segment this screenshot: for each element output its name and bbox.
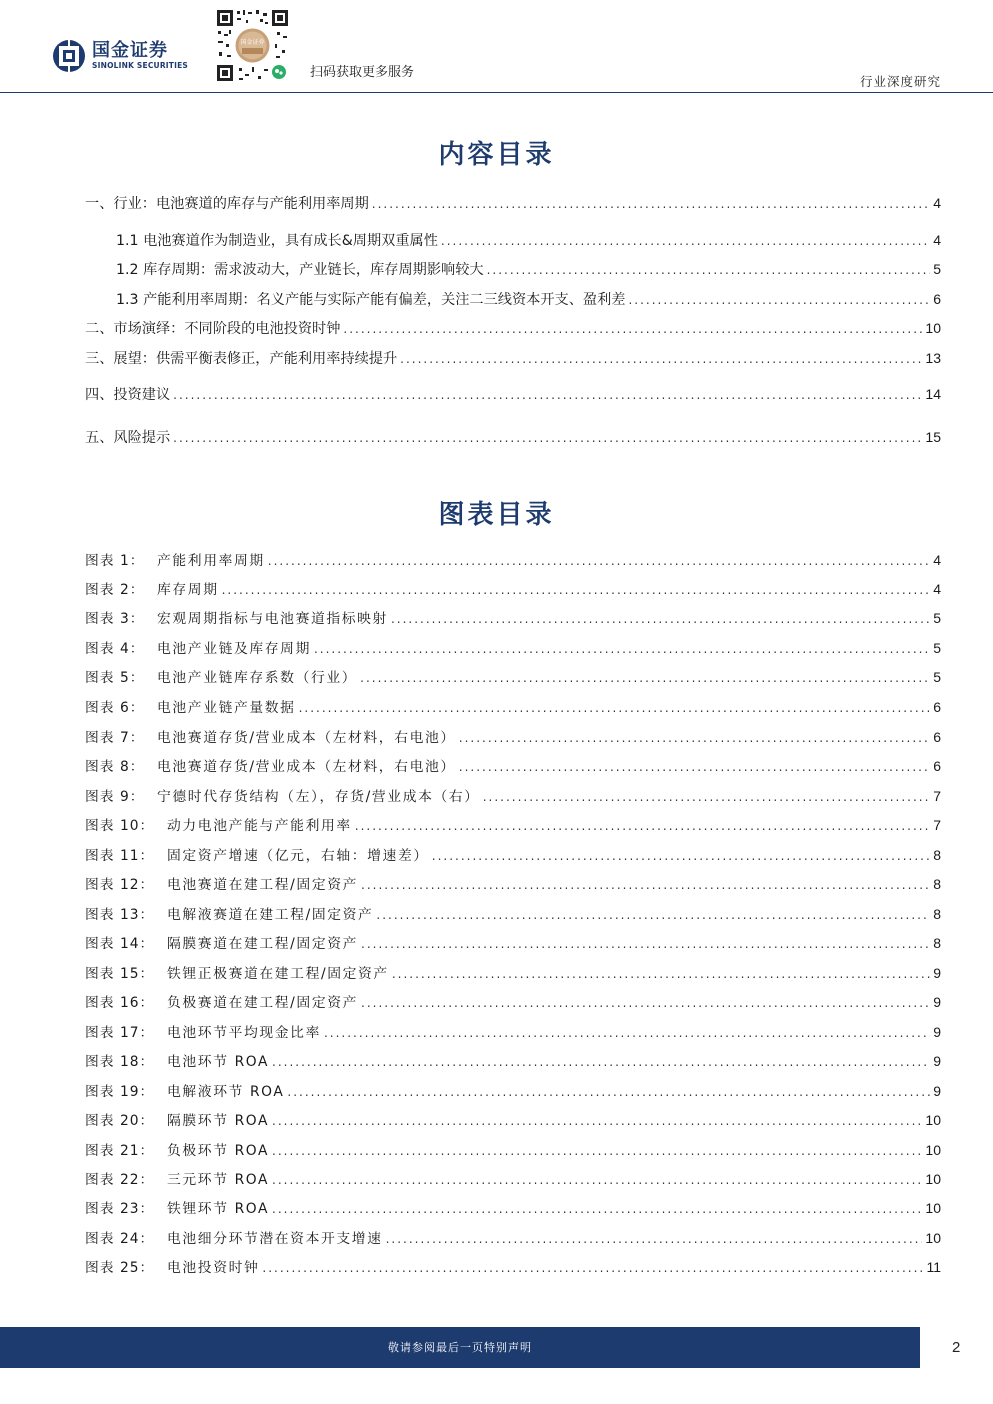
figure-entry[interactable] [85,637,941,657]
toc-leader-dots [483,790,931,804]
brand-name-en: SINOLINK SECURITIES [92,61,189,70]
figure-entry-number: 图表 22： [85,1172,155,1188]
figure-entry-number: 图表 4： [85,641,145,657]
figure-entry-page: 10 [925,1171,941,1187]
toc-entry-page: 6 [933,291,941,307]
figure-entry-title: 电解液环节 ROA [167,1084,285,1100]
figure-entry-number: 图表 3： [85,611,145,627]
figure-entry[interactable] [85,1109,941,1129]
figure-entry-number: 图表 16： [85,995,155,1011]
toc-leader-dots [459,731,930,745]
page-number: 2 [952,1339,961,1356]
toc-entry[interactable] [116,289,941,309]
figure-entry-page: 8 [933,847,941,863]
figure-entry-page: 8 [933,906,941,922]
toc-entry[interactable] [85,348,941,368]
toc-entry-page: 15 [925,429,941,445]
figure-entry-title: 电池产业链产量数据 [157,700,296,716]
toc-entry-label: 一、行业：电池赛道的库存与产能利用率周期 [85,196,369,212]
brand-name-cn: 国金证券 [92,40,168,61]
toc-leader-dots [400,352,922,366]
figure-entry[interactable] [85,1197,941,1217]
figure-entry[interactable] [85,755,941,775]
figure-entry[interactable] [85,578,941,598]
figure-entry-title: 电池赛道存货/营业成本（左材料，右电池） [157,759,456,775]
figure-entry-page: 7 [933,817,941,833]
figure-entry[interactable] [85,932,941,952]
figure-entry-number: 图表 21： [85,1143,155,1159]
toc-entry[interactable] [116,230,941,250]
toc-title: 内容目录 [438,140,555,170]
figure-entry-page: 6 [933,699,941,715]
figure-entry[interactable] [85,1139,941,1159]
figure-entry-title: 三元环节 ROA [167,1172,270,1188]
figure-entry-number: 图表 14： [85,936,155,952]
figure-entry-number: 图表 17： [85,1025,155,1041]
report-type-label: 行业深度研究 [859,74,941,89]
figure-entry[interactable] [85,549,941,569]
figure-entry-title: 固定资产增速（亿元，右轴：增速差） [167,848,429,864]
toc-leader-dots [361,878,930,892]
figure-entry-number: 图表 5： [85,670,145,686]
toc-leader-dots [173,431,922,445]
figure-entry-title: 电池环节 ROA [167,1054,270,1070]
toc-leader-dots [343,322,922,336]
toc-leader-dots [361,996,930,1010]
sinolink-logo-icon [52,39,86,73]
figure-entry-number: 图表 23： [85,1201,155,1217]
toc-entry-page: 14 [925,386,941,402]
figure-entry-page: 9 [933,994,941,1010]
toc-leader-dots [386,1232,923,1246]
figure-entry[interactable] [85,814,941,834]
toc-leader-dots [287,1085,930,1099]
toc-leader-dots [299,701,931,715]
figure-entry-number: 图表 13： [85,907,155,923]
figure-entry-number: 图表 24： [85,1231,155,1247]
toc-entry[interactable] [85,193,941,213]
figure-entry-number: 图表 25： [85,1260,155,1276]
figure-entry[interactable] [85,1256,941,1276]
toc-entry[interactable] [116,259,941,279]
page-header [0,0,993,95]
figure-entry-title: 库存周期 [157,582,219,598]
figure-entry-page: 10 [925,1142,941,1158]
toc-leader-dots [372,197,930,211]
figure-entry-title: 负极赛道在建工程/固定资产 [167,995,359,1011]
figure-entry-number: 图表 6： [85,700,145,716]
figure-entry-page: 8 [933,935,941,951]
figure-list-title: 图表目录 [438,500,555,530]
figure-entry-page: 4 [933,552,941,568]
toc-entry-page: 5 [933,261,941,277]
figure-entry-number: 图表 10： [85,818,155,834]
figure-entry[interactable] [85,1021,941,1041]
figure-entry-page: 5 [933,610,941,626]
figure-entry-page: 9 [933,1024,941,1040]
figure-entry-title: 产能利用率周期 [157,553,265,569]
figure-entry-number: 图表 15： [85,966,155,982]
figure-entry-number: 图表 8： [85,759,145,775]
figure-entry-page: 5 [933,640,941,656]
figure-entry[interactable] [85,1050,941,1070]
figure-entry-title: 电解液赛道在建工程/固定资产 [167,907,374,923]
toc-entry[interactable] [85,318,941,338]
figure-entry[interactable] [85,844,941,864]
toc-leader-dots [361,937,930,951]
figure-entry-title: 电池细分环节潜在资本开支增速 [167,1231,383,1247]
toc-entry-page: 4 [933,232,941,248]
toc-leader-dots [628,293,930,307]
figure-entry-number: 图表 11： [85,848,155,864]
toc-entry-page: 4 [933,195,941,211]
toc-leader-dots [459,760,930,774]
figure-entry-number: 图表 7： [85,730,145,746]
toc-entry-label: 1.2 库存周期：需求波动大，产业链长，库存周期影响较大 [116,262,484,278]
figure-entry-page: 9 [933,965,941,981]
toc-leader-dots [272,1055,930,1069]
toc-leader-dots [262,1261,923,1275]
figure-entry-page: 10 [925,1112,941,1128]
figure-entry-page: 4 [933,581,941,597]
toc-leader-dots [272,1114,922,1128]
toc-entry-page: 13 [925,350,941,366]
toc-entry[interactable] [85,384,941,404]
toc-leader-dots [272,1202,922,1216]
figure-entry-page: 9 [933,1083,941,1099]
figure-entry-page: 8 [933,876,941,892]
toc-entry-label: 1.1 电池赛道作为制造业，具有成长&周期双重属性 [116,233,438,249]
toc-leader-dots [314,642,930,656]
figure-entry-number: 图表 1： [85,553,145,569]
figure-entry-title: 铁锂正极赛道在建工程/固定资产 [167,966,389,982]
figure-entry[interactable] [85,785,941,805]
toc-entry-label: 二、市场演绎：不同阶段的电池投资时钟 [85,321,341,337]
toc-leader-dots [487,263,931,277]
toc-entry-label: 五、风险提示 [85,430,171,446]
qr-code-icon[interactable] [215,8,290,83]
figure-entry-number: 图表 2： [85,582,145,598]
figure-entry-title: 隔膜赛道在建工程/固定资产 [167,936,359,952]
qr-badge-text: 国金证券 [240,39,265,46]
figure-entry-number: 图表 9： [85,789,145,805]
figure-entry-title: 铁锂环节 ROA [167,1201,270,1217]
figure-entry[interactable] [85,962,941,982]
figure-entry[interactable] [85,607,941,627]
scan-prompt: 扫码获取更多服务 [310,65,415,80]
toc-leader-dots [360,671,930,685]
toc-leader-dots [391,612,930,626]
toc-entry[interactable] [85,427,941,447]
figure-entry-page: 7 [933,788,941,804]
toc-entry-page: 10 [925,320,941,336]
toc-entry-label: 四、投资建议 [85,387,171,403]
figure-entry[interactable] [85,696,941,716]
toc-leader-dots [432,849,930,863]
toc-leader-dots [272,1173,922,1187]
figure-entry-page: 10 [925,1200,941,1216]
figure-entry-title: 电池赛道在建工程/固定资产 [167,877,359,893]
figure-entry-title: 电池投资时钟 [167,1260,260,1276]
figure-entry-number: 图表 12： [85,877,155,893]
figure-entry-page: 6 [933,729,941,745]
figure-entry[interactable] [85,1080,941,1100]
figure-entry-number: 图表 19： [85,1084,155,1100]
toc-leader-dots [272,1144,922,1158]
toc-leader-dots [173,388,922,402]
sinolink-logo [52,36,188,76]
figure-entry[interactable] [85,1227,941,1247]
figure-entry-page: 6 [933,758,941,774]
figure-entry-title: 负极环节 ROA [167,1143,270,1159]
figure-entry-title: 电池赛道存货/营业成本（左材料，右电池） [157,730,456,746]
figure-entry-page: 9 [933,1053,941,1069]
figure-entry-page: 5 [933,669,941,685]
figure-entry-title: 动力电池产能与产能利用率 [167,818,352,834]
figure-entry-title: 电池产业链及库存周期 [157,641,311,657]
figure-entry-number: 图表 20： [85,1113,155,1129]
toc-leader-dots [376,908,930,922]
figure-entry-page: 11 [926,1259,941,1275]
figure-entry[interactable] [85,726,941,746]
figure-entry[interactable] [85,666,941,686]
figure-entry-title: 电池环节平均现金比率 [167,1025,321,1041]
figure-entry[interactable] [85,1168,941,1188]
footer-disclaimer: 敬请参阅最后一页特别声明 [388,1341,532,1354]
figure-entry[interactable] [85,873,941,893]
toc-entry-label: 1.3 产能利用率周期：名义产能与实际产能有偏差，关注二三线资本开支、盈利差 [116,292,626,308]
figure-entry-page: 10 [925,1230,941,1246]
figure-entry-title: 宏观周期指标与电池赛道指标映射 [157,611,388,627]
toc-leader-dots [355,819,930,833]
figure-entry-title: 隔膜环节 ROA [167,1113,270,1129]
figure-entry[interactable] [85,903,941,923]
header-divider [0,92,993,93]
toc-leader-dots [441,234,930,248]
figure-entry[interactable] [85,991,941,1011]
toc-entry-label: 三、展望：供需平衡表修正，产能利用率持续提升 [85,351,398,367]
figure-entry-title: 电池产业链库存系数（行业） [157,670,358,686]
toc-leader-dots [392,967,930,981]
toc-leader-dots [222,583,931,597]
toc-leader-dots [324,1026,930,1040]
figure-entry-title: 宁德时代存货结构（左），存货/营业成本（右） [157,789,480,805]
toc-leader-dots [268,554,930,568]
figure-entry-number: 图表 18： [85,1054,155,1070]
